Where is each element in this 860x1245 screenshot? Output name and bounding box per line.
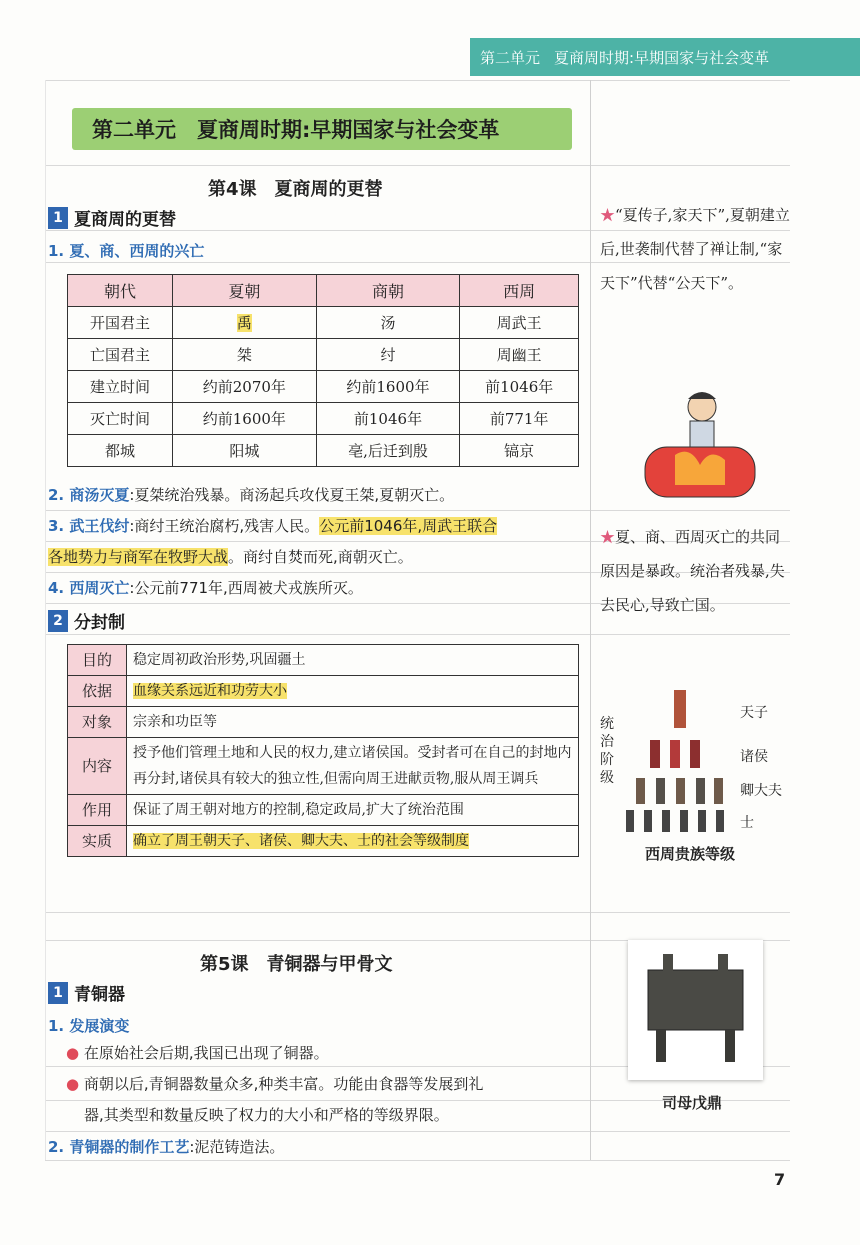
fenfeng-table	[67, 644, 579, 857]
paragraph-text: :商纣王统治腐朽,残害人民。	[129, 517, 320, 535]
hierarchy-side-label: 统治阶级	[600, 716, 614, 786]
paragraph-2	[48, 480, 454, 511]
paragraph-4	[48, 573, 363, 604]
paragraph-label: 4. 西周灭亡	[48, 579, 130, 597]
section-heading	[48, 980, 125, 1005]
bullet-icon: ●	[66, 1044, 80, 1062]
table-row	[68, 707, 579, 738]
section-number: 1	[48, 207, 68, 229]
table-cell: 亡国君主	[68, 339, 173, 371]
table-row	[68, 371, 579, 403]
table-cell: 周幽王	[460, 339, 579, 371]
paragraph-text: 。商纣自焚而死,商朝灭亡。	[228, 548, 413, 566]
table-row	[68, 435, 579, 467]
unit-banner: 第二单元 夏商周时期:早期国家与社会变革	[72, 108, 572, 150]
table-cell: 前771年	[460, 403, 579, 435]
table-cell: 开国君主	[68, 307, 173, 339]
table-cell: 阳城	[173, 435, 317, 467]
hierarchy-label: 士	[740, 815, 754, 831]
row-value: 稳定周初政治形势,巩固疆土	[127, 645, 579, 676]
table-row	[68, 403, 579, 435]
hierarchy-label: 天子	[740, 705, 768, 721]
table-cell: 都城	[68, 435, 173, 467]
row-value	[127, 676, 579, 707]
side-note-text: 夏、商、西周灭亡的共同原因是暴政。统治者残暴,失去民心,导致亡国。	[600, 528, 785, 614]
row-value: 授予他们管理土地和人民的权力,建立诸侯国。受封者可在自己的封地内再分封,诸侯具有较大的独立性,但需向周王进献贡物,服从周王调兵	[127, 738, 579, 795]
table-cell: 汤	[316, 307, 460, 339]
section-heading	[48, 608, 125, 633]
table-cell: 周武王	[460, 307, 579, 339]
ding-image	[628, 940, 763, 1080]
side-note-text: “夏传子,家天下”,夏朝建立后,世袭制代替了禅让制,“家天下”代替“公天下”。	[600, 206, 790, 292]
row-value: 宗亲和功臣等	[127, 707, 579, 738]
bullet-text: 在原始社会后期,我国已出现了铜器。	[83, 1044, 329, 1062]
dynasty-table	[67, 274, 579, 467]
king-on-drum-illustration	[640, 385, 760, 510]
bullet-item	[66, 1069, 596, 1131]
row-key: 对象	[68, 707, 127, 738]
row-key: 目的	[68, 645, 127, 676]
table-cell: 纣	[316, 339, 460, 371]
table-cell: 约前1600年	[316, 371, 460, 403]
sub-heading: 1. 夏、商、西周的兴亡	[48, 242, 205, 260]
table-row	[68, 795, 579, 826]
highlight-text: 确立了周王朝天子、诸侯、卿大夫、士的社会等级制度	[133, 833, 469, 849]
paragraph-text: :公元前771年,西周被犬戎族所灭。	[129, 579, 363, 597]
table-cell: 约前1600年	[173, 403, 317, 435]
table-header: 商朝	[316, 275, 460, 307]
table-row	[68, 307, 579, 339]
table-row	[68, 339, 579, 371]
paragraph-label: 2. 青铜器的制作工艺	[48, 1138, 190, 1156]
row-value	[127, 826, 579, 857]
section-heading	[48, 205, 176, 230]
lesson4-title: 第4课 夏商周的更替	[208, 179, 383, 200]
paragraph-2	[48, 1132, 284, 1163]
table-cell: 亳,后迁到殷	[316, 435, 460, 467]
paragraph-label: 3. 武王伐纣	[48, 517, 130, 535]
table-row	[68, 676, 579, 707]
page-header	[470, 38, 860, 76]
section-number: 2	[48, 610, 68, 632]
row-key: 依据	[68, 676, 127, 707]
row-value: 保证了周王朝对地方的控制,稳定政局,扩大了统治范围	[127, 795, 579, 826]
page-number: 7	[774, 1170, 786, 1189]
ding-photo-frame	[628, 940, 763, 1080]
table-cell: 约前2070年	[173, 371, 317, 403]
table-header: 朝代	[68, 275, 173, 307]
highlighted-cell-text: 禹	[236, 314, 252, 332]
table-header: 西周	[460, 275, 579, 307]
side-note-2	[600, 520, 795, 622]
table-cell: 镐京	[460, 435, 579, 467]
bullet-text: 商朝以后,青铜器数量众多,种类丰富。功能由食器等发展到礼	[83, 1075, 484, 1093]
hierarchy-label: 诸侯	[740, 749, 768, 765]
bullet-icon: ●	[66, 1075, 80, 1093]
row-key: 内容	[68, 738, 127, 795]
table-cell: 建立时间	[68, 371, 173, 403]
paragraph-text: :泥范铸造法。	[189, 1138, 285, 1156]
table-row	[68, 738, 579, 795]
row-key: 作用	[68, 795, 127, 826]
header-unit: 第二单元	[480, 48, 541, 67]
highlight-text: 血缘关系远近和功劳大小	[133, 683, 287, 699]
table-cell	[173, 307, 317, 339]
table-cell: 前1046年	[316, 403, 460, 435]
table-cell: 桀	[173, 339, 317, 371]
noble-hierarchy-pyramid	[618, 690, 738, 835]
table-header: 夏朝	[173, 275, 317, 307]
bullet-item	[66, 1038, 329, 1069]
table-row	[68, 645, 579, 676]
sub-heading: 1. 发展演变	[48, 1017, 130, 1035]
row-key: 实质	[68, 826, 127, 857]
section-number: 1	[48, 982, 68, 1004]
section-title: 分封制	[74, 613, 125, 633]
section-title: 青铜器	[74, 985, 125, 1005]
paragraph-text: :夏桀统治残暴。商汤起兵攻伐夏王桀,夏朝灭亡。	[129, 486, 455, 504]
header-topic: 夏商周时期:早期国家与社会变革	[554, 48, 770, 67]
table-cell: 前1046年	[460, 371, 579, 403]
lesson5-title: 第5课 青铜器与甲骨文	[200, 954, 393, 975]
side-note-1	[600, 198, 795, 300]
section-title: 夏商周的更替	[74, 210, 176, 230]
table-row	[68, 826, 579, 857]
ding-caption: 司母戊鼎	[662, 1094, 723, 1112]
star-icon: ★	[600, 206, 616, 224]
hierarchy-label: 卿大夫	[740, 783, 782, 799]
star-icon: ★	[600, 528, 616, 546]
highlight-text: 各地势力与商军在牧野大战	[48, 548, 229, 566]
bullet-text: 器,其类型和数量反映了权力的大小和严格的等级界限。	[84, 1106, 449, 1124]
highlight-text: 公元前1046年,周武王联合	[319, 517, 498, 535]
table-cell: 灭亡时间	[68, 403, 173, 435]
hierarchy-caption: 西周贵族等级	[645, 845, 736, 863]
paragraph-label: 2. 商汤灭夏	[48, 486, 130, 504]
paragraph-3	[48, 511, 588, 573]
